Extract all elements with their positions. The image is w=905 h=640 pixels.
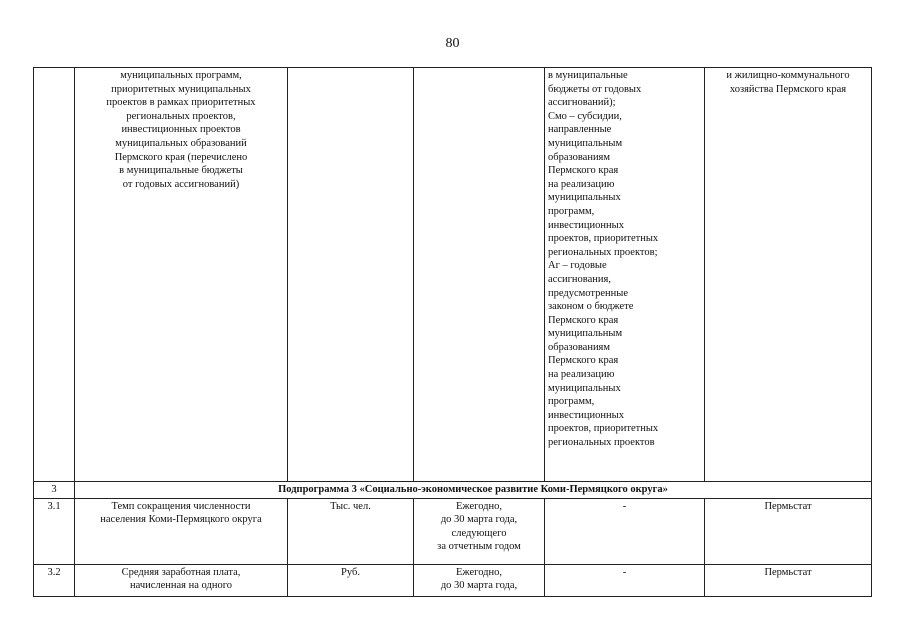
page-number: 80 (445, 36, 460, 51)
row-source: Пермьстат (705, 498, 872, 564)
row-unit: Тыс. чел. (288, 498, 414, 564)
row-periodicity: Ежегодно, до 30 марта года, (414, 564, 545, 596)
subprogram-title: Подпрограмма 3 «Социально-экономическое развитие Коми-Пермяцкого округа» (75, 482, 872, 499)
cell-indicator: муниципальных программ, приоритетных муниципальных проектов в рамках приоритетных региональных проектов, инвестиционных проектов муниципальных образований Пермского края (перечислено в муниципальные бюджеты от годовых ассигнований) (75, 68, 288, 482)
row-number: 3.1 (34, 498, 75, 564)
table-row (34, 564, 872, 596)
row-number: 3.2 (34, 564, 75, 596)
row-method: - (545, 564, 705, 596)
row-periodicity: Ежегодно, до 30 марта года, следующего за отчетным годом (414, 498, 545, 564)
continuation-row (34, 68, 872, 482)
row-indicator: Темп сокращения численности населения Коми-Пермяцкого округа (75, 498, 288, 564)
row-source: Пермьстат (705, 564, 872, 596)
cell-source: и жилищно-коммунального хозяйства Пермского края (705, 68, 872, 482)
table-row (34, 498, 872, 564)
cell-method: в муниципальные бюджеты от годовых ассигнований); Смо – субсидии, направленные муниципальным образованиям Пермского края на реализацию муниципальных программ, инвестиционных проектов, приоритетных региональных проектов; Аг – годовые ассигнования, предусмотренные законом о бюджете Пермского края муниципальным образованиям Пермского края на реализацию муниципальных программ, инвестиционных проектов, приоритетных региональных проектов (545, 68, 705, 482)
row-method: - (545, 498, 705, 564)
cell-unit (288, 68, 414, 482)
cell-periodicity (414, 68, 545, 482)
row-unit: Руб. (288, 564, 414, 596)
subprogram-row (34, 482, 872, 499)
indicators-table (33, 67, 872, 597)
subprogram-number: 3 (34, 482, 75, 499)
cell-num (34, 68, 75, 482)
row-indicator: Средняя заработная плата, начисленная на одного (75, 564, 288, 596)
